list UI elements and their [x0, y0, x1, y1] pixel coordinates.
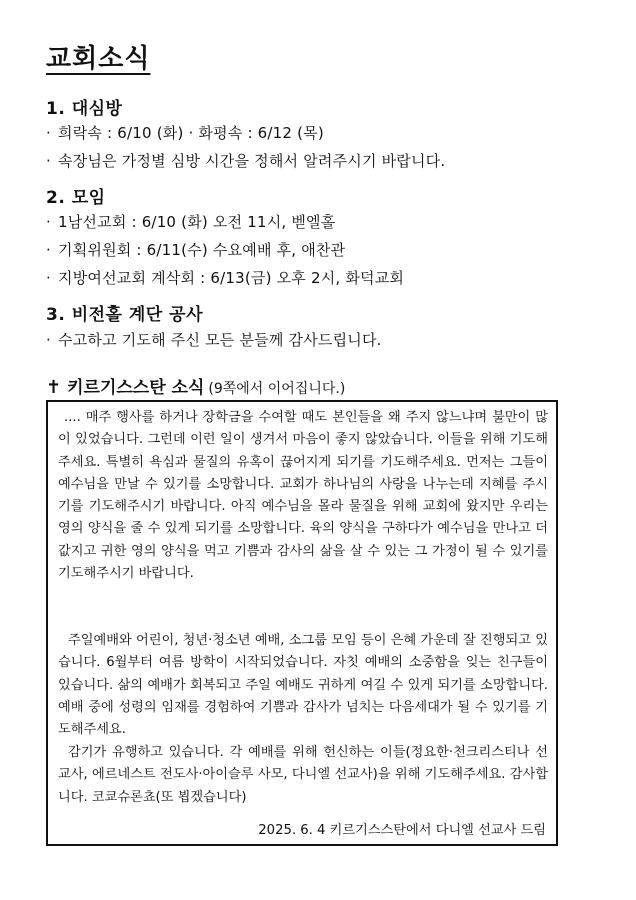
list-item-text: 속장님은 가정별 심방 시간을 정해서 알려주시기 바랍니다. — [58, 152, 446, 170]
section-heading-visitation: 1. 대심방 — [46, 99, 123, 119]
list-item: · 희락속 : 6/10 (화) · 화평속 : 6/12 (목) — [46, 124, 324, 142]
list-item: · 속장님은 가정별 심방 시간을 정해서 알려주시기 바랍니다. — [46, 152, 446, 170]
list-item: · 수고하고 기도해 주신 모든 분들께 감사드립니다. — [46, 331, 382, 349]
page-title: 교회소식 — [46, 44, 151, 74]
news-signature: 2025. 6. 4 키르기스스탄에서 다니엘 선교사 드림 — [258, 823, 546, 838]
list-item: · 1남선교회 : 6/10 (화) 오전 11시, 벧엘홀 — [46, 213, 336, 231]
news-paragraph-1: .... 매주 행사를 하거나 장학금을 수여할 때도 본인들을 왜 주지 않느냐며 불만이 많이 있었습니다. 그런데 이런 일이 생겨서 마음이 좋지 않았습니다. 이들을 위해 기도해주세요. 특별히 욕심과 물질의 유혹이 끊어지게 되기를 기도해주세요. 먼저는 그들이 예수님을 만날 수 있기를 소망합니다. 교회가 하나님의 사랑을 나누는데 지혜를 주시기를 기도해주시기 바랍니다. 아직 예수님을 몰라 물질을 위해 교회에 왔지만 우리는 영의 양식을 줄 수 있게 되기를 소망합니다. 육의 양식을 구하다가 예수님을 만나고 더 값지고 귀한 영의 양식을 먹고 기쁨과 감사의 삶을 살 수 있는 그 가정이 될 수 있기를 기도해주시기 바랍니다. — [58, 410, 548, 582]
news-paragraph-2: 주일예배와 어린이, 청년·청소년 예배, 소그룹 모임 등이 은혜 가운데 잘 진행되고 있습니다. 6월부터 여름 방학이 시작되었습니다. 자칫 예배의 소중함을 잊는 친구들이 있습니다. 삶의 예배가 회복되고 주일 예배도 귀하게 여길 수 있게 되기를 소망합니다. 예배 중에 성령의 임재를 경험하여 기쁨과 감사가 넘치는 다음세대가 될 수 있기를 기도해주세요. — [58, 633, 548, 738]
list-item: · 지방여선교회 계삭회 : 6/13(금) 오후 2시, 화덕교회 — [46, 269, 405, 287]
mission-news-heading — [46, 373, 345, 398]
list-item-text: 희락속 : 6/10 (화) · 화평속 : 6/12 (목) — [58, 124, 324, 142]
mission-news-title: 키르기스스탄 소식 — [67, 378, 205, 398]
list-item-text: 수고하고 기도해 주신 모든 분들께 감사드립니다. — [58, 331, 382, 349]
section-heading-meetings: 2. 모임 — [46, 188, 106, 208]
list-item-text: 기획위원회 : 6/11(수) 수요예배 후, 애찬관 — [58, 241, 346, 259]
mission-news-box — [46, 400, 558, 846]
list-item-text: 1남선교회 : 6/10 (화) 오전 11시, 벧엘홀 — [58, 213, 336, 231]
section-heading-construction: 3. 비전홀 계단 공사 — [46, 305, 203, 325]
news-paragraph-3: 감기가 유행하고 있습니다. 각 예배를 위해 헌신하는 이들(정요한·천크리스티나 선교사, 에르네스트 전도사·아이슬루 사모, 다니엘 선교사)을 위해 기도해주세요. 감사합니다. 코쿄슈론쵸(또 뵙겠습니다) — [58, 745, 548, 805]
mission-news-subtitle: (9쪽에서 이어집니다.) — [208, 381, 346, 397]
list-item-text: 지방여선교회 계삭회 : 6/13(금) 오후 2시, 화덕교회 — [58, 269, 405, 287]
list-item: · 기획위원회 : 6/11(수) 수요예배 후, 애찬관 — [46, 241, 346, 259]
cross-icon: ✝ — [46, 377, 62, 398]
